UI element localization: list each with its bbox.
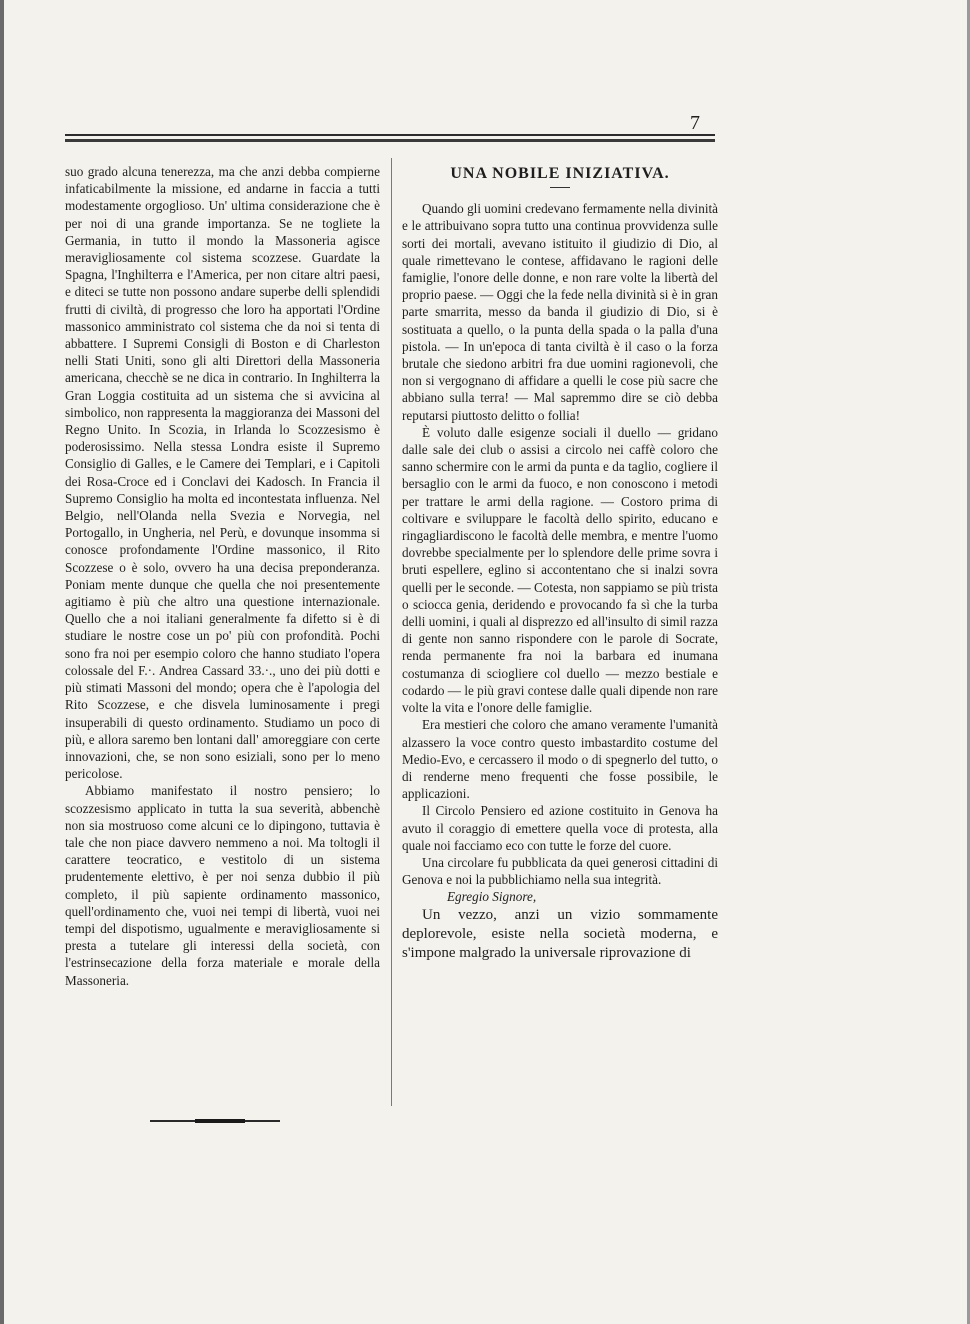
article-title: UNA NOBILE INIZIATIVA.	[450, 165, 670, 182]
left-column	[65, 163, 380, 989]
left-paragraph-1: suo grado alcuna tenerezza, ma che anzi debba compierne infaticabilmente la missione, ed andarne in faccia a tutti modestamente orgoglioso. Un' ultima considerazione che è per noi di una grande importanza. Se ne togliete la Germania, in tutto il mondo la Massoneria agisce meravigliosamente col sistema scozzese. Guardate la Spagna, l'Inghilterra e l'America, per non citare altri paesi, e diteci se tutte non possono andare superbe delli splendidi frutti di civiltà, di progresso che loro ha apportati l'Ordine massonico amministrato col sistema che da noi si tenta di abbattere. I Supremi Consigli di Boston e di Charleston nelli Stati Uniti, sono gli alti Direttori della Massoneria americana, checchè se ne dica in contrario. In Inghilterra la Gran Loggia costituita ad un sistema che si avvicina al simbolico, non rappresenta la maggioranza dei Massoni del Regno Unito. In Scozia, in Irlanda lo Scozzesismo è poderosissimo. Nella stessa Londra esiste il Supremo Consiglio di Galles, e le Camere dei Templari, e i Capitoli dei Rosa-Croce ed i Conclavi dei Kadosch. In Francia il Supremo Consiglio ha molta ed incontestata influenza. Nel Belgio, nell'Olanda nella Svezia e Norvegia, nel Portogallo, in Ungheria, nel Perù, e dovunque insomma si conosce profondamente l'Ordine massonico, il Rito Scozzese o è solo, ovvero ha una decisa preponderanza. Poniam mente dunque che quella che noi presentemente agitiamo è più che altro una questione internazionale. Quello che a noi italiani generalmente fa difetto si è di studiare le nostre cose un po' più con profondità. Pochi sono fra noi per esempio coloro che hanno studiato l'opera colossale del F.·. Andrea Cassard 33.·., uno dei più dotti e più stimati Massoni del mondo; opera che è l'apologia del Rito Scozzese, e che disvela luminosamente i pregi insuperabili di questo ordinamento. Studiamo un poco di più, e allora saremo ben lontani dall' amoreggiare con certe innovazioni, che, se non sono esiziali, sono per lo meno pericolose.	[65, 164, 380, 782]
header-rule-thin	[65, 134, 715, 136]
page-number: 7	[690, 112, 700, 134]
header-rule-thick	[65, 139, 715, 142]
right-paragraph-1: Quando gli uomini credevano fermamente nella divinità e le attribuivano sopra tutto una continua provvidenza sulle sorti dei mortali, avevano istituito il giudizio di Dio, al quale rimettevano le contese, affidavano le ragioni delle famiglie, l'onore delle donne, e non rare volte la libertà del proprio paese. — Oggi che la fede nella divinità si è in gran parte smarrita, messo da banda il giudizio di Dio, si è sostituata a quello, o la punta della spada o la palla d'una pistola. — In un'epoca di tanta civiltà è il caso o la forza brutale che siedono arbitri fra due uomini ragionevoli, che non si vergognano di affidare a quelli le cose più sacre che abbiano sulla terra! — Mal sapremmo dire se ciò debba reputarsi piuttosto delitto o follia!	[402, 201, 718, 423]
letter-salutation: Egregio Signore,	[447, 889, 537, 905]
article-end-ornament	[195, 1119, 245, 1123]
left-paragraph-2: Abbiamo manifestato il nostro pensiero; lo scozzesismo applicato in tutta la sua severità, abbenchè non sia mostruoso come alcuni ce lo dipingono, tuttavia è tale che non piace davvero nemmeno a noi. Ma toltogli il carattere teocratico, e vestitolo di un sistema prudentemente elettivo, è per noi senza dubbio il più completo, il più sapiente ordinamento massonico, quell'ordinamento che, vuoi nei tempi di libertà, vuoi nei tempi del dispotismo, ugualmente e meravigliosamente si presta a tutelare gli interessi della società, con l'estrinsecazione della forza materiale e morale della Massoneria.	[65, 783, 380, 988]
column-divider	[391, 158, 392, 1106]
right-paragraph-3: Era mestieri che coloro che amano veramente l'umanità alzassero la voce contro questo imbastardito costume del Medio-Evo, e cercassero il modo o di spegnerlo del tutto, o di renderne meno frequenti che fosse possibile, le applicazioni.	[402, 717, 718, 802]
right-paragraph-4: Il Circolo Pensiero ed azione costituito in Genova ha avuto il coraggio di emettere quella voce di protesta, alla quale noi facciamo eco con tutte le forze del cuore.	[402, 803, 718, 853]
right-paragraph-5: Una circolare fu pubblicata da quei generosi cittadini di Genova e noi la pubblichiamo nella sua integrità.	[402, 854, 718, 888]
title-dash	[550, 187, 570, 188]
letter-opening-paragraph: Un vezzo, anzi un vizio sommamente deplorevole, esiste nella società moderna, e s'impone malgrado la universale riprovazione di	[402, 906, 718, 961]
right-column	[402, 163, 718, 963]
page-left-edge	[0, 0, 4, 1324]
right-paragraph-2: È voluto dalle esigenze sociali il duello — gridano dalle sale dei club o assisi a circolo nei caffè coloro che sanno schermire con le armi da punta e da taglio, cogliere il bersaglio con le armi da fuoco, e non conoscono i metodi per trattare le armi della ragione. — Costoro prima di coltivare e sviluppare le facoltà dello spirito, educano e ringagliardiscono le facoltà delle membra, e mentre l'uomo dovrebbe specialmente per lo splendore delle prime sovra i bruti espellere, eglino si accontentano che si inalzi sovra quelli per le seconde. — Cotesta, non sappiamo se più trista o sciocca genia, deridendo e provocando fa sì che la turba delli uomini, i quali al disprezzo ed all'insulto di simil razza di gente non sanno rispondere con le parole di Socrate, renda permanente fra noi la barbara ed inumana costumanza di sciogliere col duello — mezzo bestiale e codardo — le più gravi contese dalle quali dipende non rare volte la vita e l'onore delle famiglie.	[402, 424, 718, 716]
